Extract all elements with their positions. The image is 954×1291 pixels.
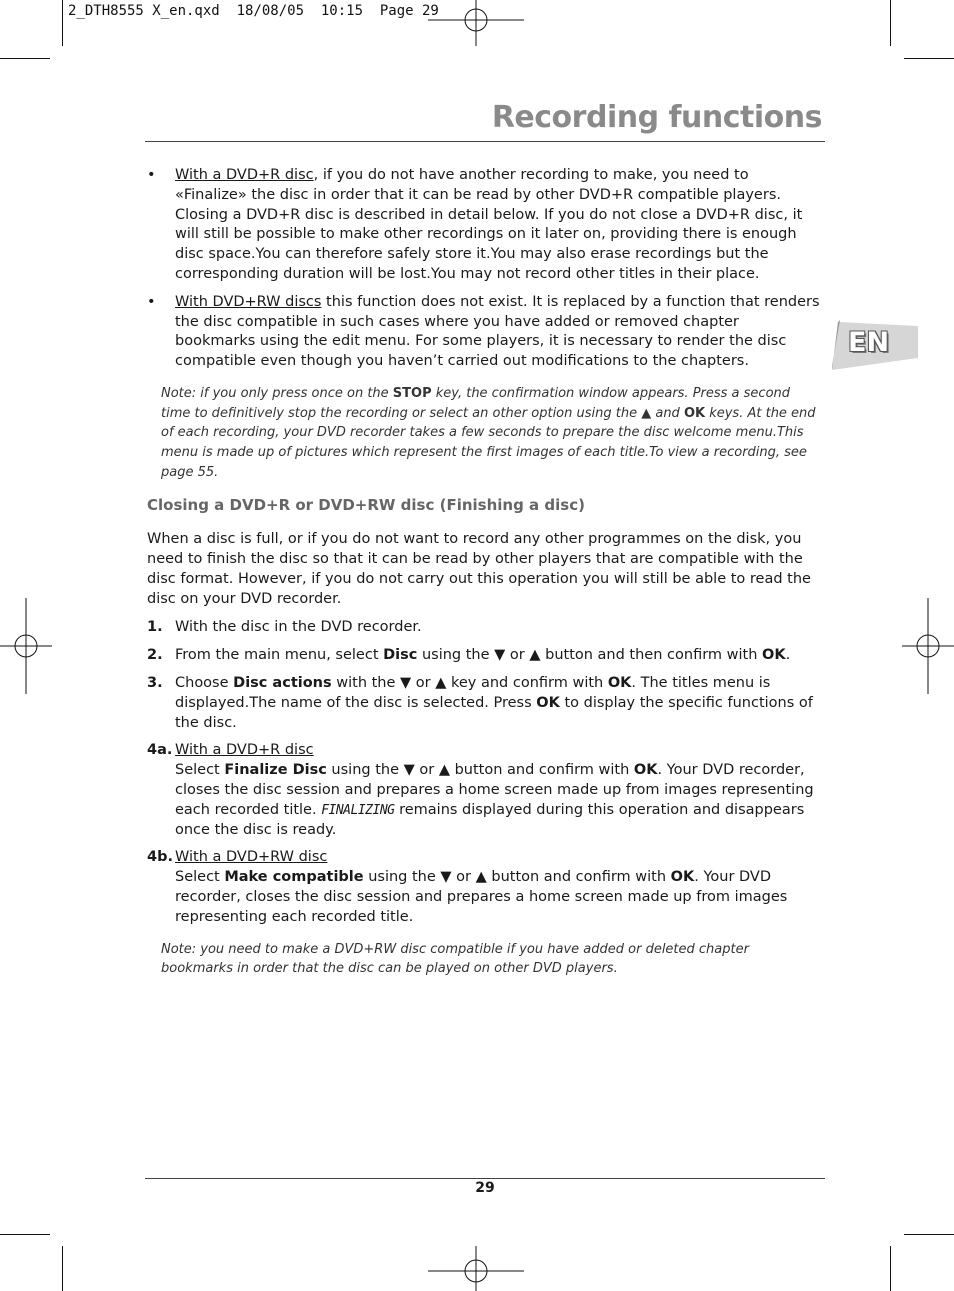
page-title: Recording functions: [491, 100, 822, 135]
list-item: [147, 293, 822, 372]
title-divider: [145, 141, 825, 142]
step-number: 4b.: [147, 849, 173, 866]
step-2: 2. From the main menu, select Disc using the ▼ or ▲ button and then confirm with OK.: [147, 646, 822, 666]
main-content: [147, 166, 822, 979]
note-compatible: Note: you need to make a DVD+RW disc compatible if you have added or deleted chapter bookmarks in order that the disc can be played on other DVD players.: [161, 941, 749, 977]
display-text: FINALIZING: [321, 802, 395, 818]
bullet-lead: With DVD+RW discs: [175, 293, 322, 310]
step-lead: With a DVD+R disc: [175, 742, 314, 759]
section-heading: Closing a DVD+R or DVD+RW disc (Finishing a disc): [147, 496, 585, 515]
step-number: 4a.: [147, 742, 173, 759]
page-number: 29: [475, 1180, 495, 1196]
step-number: 1.: [147, 619, 163, 636]
list-item: [147, 166, 822, 285]
step-4a: 4a. With a DVD+R disc Select Finalize Disc using the ▼ or ▲ button and confirm with OK. Your DVD recorder, closes the disc session and prepares a home screen made up from images representing each recorded title. FINALIZING remains displayed during this operation and disappears once the disc is ready.: [147, 742, 814, 838]
step-number: 3.: [147, 675, 163, 692]
step-4b: 4b. With a DVD+RW disc Select Make compatible using the ▼ or ▲ button and confirm with OK. Your DVD recorder, closes the disc session and prepares a home screen made up from images representing each recorded title.: [147, 849, 788, 925]
section-intro: When a disc is full, or if you do not want to record any other programmes on the disk, you need to finish the disc so that it can be read by other players that are compatible with the disc format. However, if you do not carry out this operation you will still be able to read the disc on your DVD recorder.: [147, 531, 811, 607]
step-number: 2.: [147, 647, 163, 664]
step-1: [147, 618, 822, 638]
language-badge-label: EN: [848, 327, 890, 358]
bullet-dot: •: [147, 293, 156, 310]
step-lead: With a DVD+RW disc: [175, 849, 328, 866]
registration-mark-bottom: [428, 1246, 524, 1291]
registration-mark-right: [902, 598, 954, 694]
bullet-dot: •: [147, 167, 156, 183]
bullet-text: , if you do not have another recording to make, you need to «Finalize» the disc in order that it can be read by other DVD+R compatible players. Closing a DVD+R disc is described in detail below. If you do not close a DVD+R disc, it will still be possible to make other recordings on it later on, providing there is enough disc space.You can therefore safely store it.You may also erase recordings but the corresponding duration will be lost.You may not record other titles in their place.: [175, 167, 803, 282]
registration-mark-left: [0, 598, 52, 694]
step-text: With the disc in the DVD recorder.: [175, 619, 422, 636]
step-3: 3. Choose Disc actions with the ▼ or ▲ key and confirm with OK. The titles menu is displayed.The name of the disc is selected. Press OK to display the specific functions of the disc.: [147, 675, 813, 731]
registration-mark-top: [428, 0, 524, 46]
note-stop-key: Note: if you only press once on the STOP key, the confirmation window appears. Press a second time to definitively stop the recording or select an other option using the ▲ and OK keys. At the end of each recording, your DVD recorder takes a few seconds to prepare the disc welcome menu.This menu is made up of pictures which represent the first images of each title.To view a recording, see page 55.: [161, 385, 816, 480]
bullet-text: this function does not exist. It is replaced by a function that renders the disc compatible in such cases where you have added or removed chapter bookmarks using the edit menu. For some players, it is necessary to render the disc compatible even though you haven’t carried out modifications to the chapters.: [175, 293, 820, 370]
bullet-lead: With a DVD+R disc: [175, 167, 314, 183]
footer-divider: [145, 1178, 825, 1179]
file-slug: 2_DTH8555 X_en.qxd 18/08/05 10:15 Page 29: [68, 3, 439, 19]
